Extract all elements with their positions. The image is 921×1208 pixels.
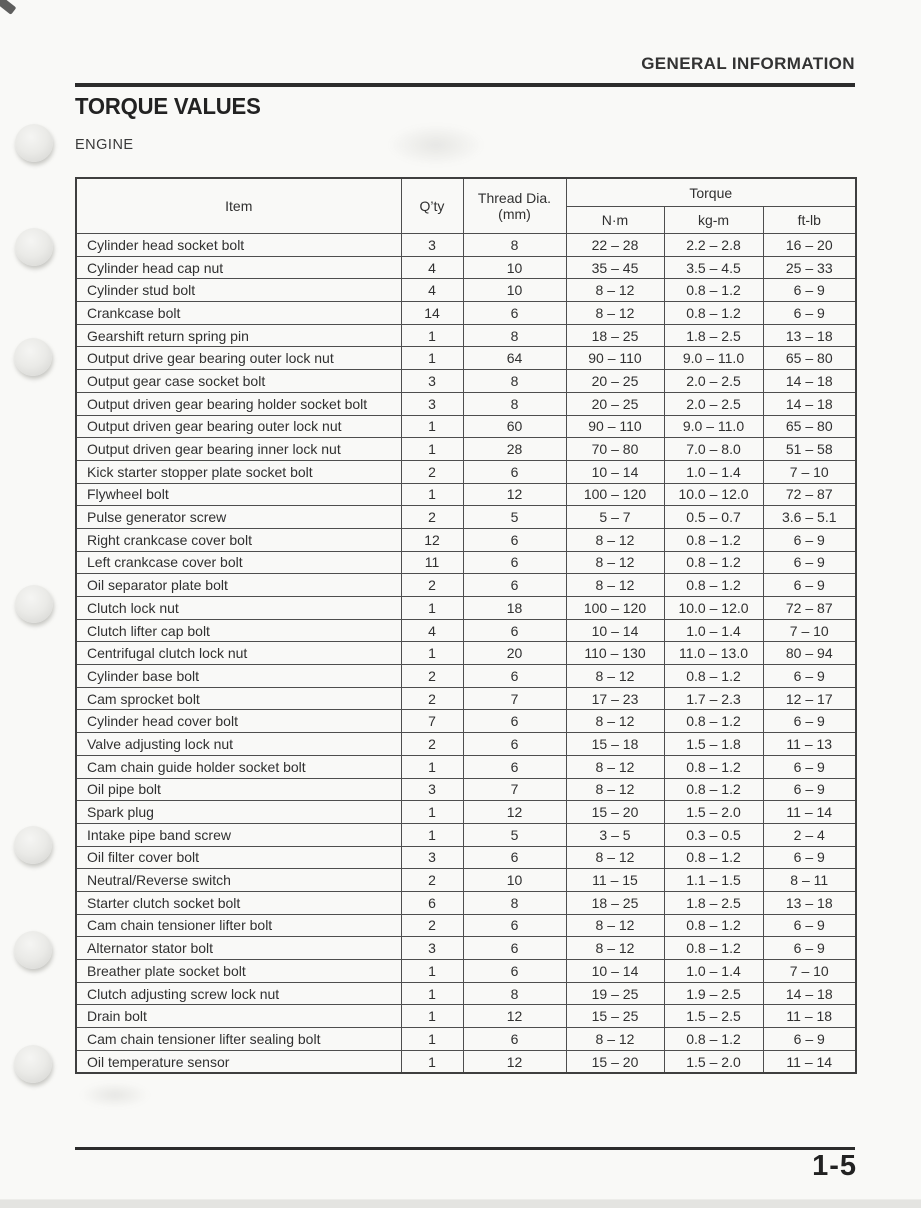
cell-qty: 7 (401, 710, 463, 733)
page-number: 1-5 (812, 1150, 857, 1182)
table-row (76, 460, 856, 483)
binder-hole (14, 931, 52, 969)
table-row (76, 438, 856, 461)
cell-ftlb: 80 – 94 (763, 642, 856, 665)
table-row (76, 279, 856, 302)
cell-qty: 1 (401, 1005, 463, 1028)
cell-kgm: 0.8 – 1.2 (664, 778, 763, 801)
table-row (76, 1050, 856, 1073)
cell-dia: 12 (463, 483, 566, 506)
cell-dia: 6 (463, 733, 566, 756)
cell-item: Gearshift return spring pin (76, 324, 401, 347)
cell-ftlb: 11 – 13 (763, 733, 856, 756)
cell-item: Output drive gear bearing outer lock nut (76, 347, 401, 370)
cell-ftlb: 6 – 9 (763, 302, 856, 325)
cell-nm: 15 – 25 (566, 1005, 664, 1028)
column-header-ftlb: ft-lb (763, 207, 856, 234)
cell-item: Spark plug (76, 801, 401, 824)
table-row (76, 347, 856, 370)
cell-kgm: 0.8 – 1.2 (664, 279, 763, 302)
cell-nm: 8 – 12 (566, 755, 664, 778)
cell-nm: 8 – 12 (566, 551, 664, 574)
cell-kgm: 2.0 – 2.5 (664, 370, 763, 393)
column-header-item: Item (76, 178, 401, 234)
cell-item: Oil filter cover bolt (76, 846, 401, 869)
cell-dia: 6 (463, 755, 566, 778)
table-row (76, 574, 856, 597)
cell-ftlb: 6 – 9 (763, 755, 856, 778)
cell-nm: 8 – 12 (566, 574, 664, 597)
cell-dia: 12 (463, 1005, 566, 1028)
cell-qty: 1 (401, 438, 463, 461)
cell-dia: 8 (463, 891, 566, 914)
cell-dia: 6 (463, 914, 566, 937)
column-header-torque-group: Torque (566, 178, 856, 207)
cell-kgm: 0.8 – 1.2 (664, 914, 763, 937)
cell-kgm: 1.5 – 2.0 (664, 1050, 763, 1073)
cell-ftlb: 11 – 14 (763, 1050, 856, 1073)
cell-kgm: 0.8 – 1.2 (664, 937, 763, 960)
cell-qty: 1 (401, 324, 463, 347)
header-rule (75, 83, 855, 87)
cell-nm: 8 – 12 (566, 302, 664, 325)
binder-hole (14, 1045, 52, 1083)
table-row (76, 710, 856, 733)
table-row (76, 642, 856, 665)
cell-qty: 1 (401, 483, 463, 506)
cell-ftlb: 6 – 9 (763, 778, 856, 801)
cell-qty: 1 (401, 1028, 463, 1051)
cell-nm: 18 – 25 (566, 324, 664, 347)
cell-ftlb: 6 – 9 (763, 937, 856, 960)
cell-ftlb: 16 – 20 (763, 234, 856, 257)
cell-nm: 100 – 120 (566, 483, 664, 506)
table-row (76, 823, 856, 846)
cell-kgm: 0.8 – 1.2 (664, 755, 763, 778)
cell-kgm: 9.0 – 11.0 (664, 415, 763, 438)
footer-rule (75, 1147, 855, 1150)
cell-nm: 8 – 12 (566, 914, 664, 937)
page-subtitle: ENGINE (75, 137, 134, 153)
binder-hole (14, 338, 52, 376)
cell-item: Cam sprocket bolt (76, 687, 401, 710)
cell-qty: 3 (401, 370, 463, 393)
cell-kgm: 2.0 – 2.5 (664, 392, 763, 415)
cell-qty: 12 (401, 528, 463, 551)
torque-table (75, 177, 857, 1074)
cell-nm: 8 – 12 (566, 279, 664, 302)
cell-qty: 1 (401, 755, 463, 778)
cell-qty: 1 (401, 642, 463, 665)
cell-item: Oil pipe bolt (76, 778, 401, 801)
page-title: TORQUE VALUES (75, 93, 261, 119)
table-row (76, 914, 856, 937)
cell-item: Centrifugal clutch lock nut (76, 642, 401, 665)
cell-dia: 6 (463, 460, 566, 483)
cell-dia: 8 (463, 982, 566, 1005)
cell-qty: 1 (401, 347, 463, 370)
cell-item: Breather plate socket bolt (76, 960, 401, 983)
cell-ftlb: 11 – 14 (763, 801, 856, 824)
cell-qty: 3 (401, 846, 463, 869)
thread-dia-line2: (mm) (498, 206, 531, 222)
cell-dia: 6 (463, 302, 566, 325)
cell-dia: 6 (463, 665, 566, 688)
cell-kgm: 1.0 – 1.4 (664, 960, 763, 983)
cell-dia: 8 (463, 392, 566, 415)
cell-qty: 4 (401, 619, 463, 642)
cell-dia: 7 (463, 687, 566, 710)
table-row (76, 597, 856, 620)
cell-dia: 6 (463, 1028, 566, 1051)
cell-ftlb: 13 – 18 (763, 891, 856, 914)
cell-ftlb: 13 – 18 (763, 324, 856, 347)
cell-item: Flywheel bolt (76, 483, 401, 506)
cell-item: Output driven gear bearing inner lock nut (76, 438, 401, 461)
cell-ftlb: 12 – 17 (763, 687, 856, 710)
table-row (76, 665, 856, 688)
cell-dia: 5 (463, 823, 566, 846)
table-row (76, 256, 856, 279)
table-row (76, 392, 856, 415)
cell-dia: 6 (463, 574, 566, 597)
binder-hole (15, 228, 53, 266)
cell-kgm: 10.0 – 12.0 (664, 597, 763, 620)
cell-nm: 20 – 25 (566, 392, 664, 415)
cell-dia: 10 (463, 256, 566, 279)
cell-dia: 8 (463, 324, 566, 347)
cell-ftlb: 6 – 9 (763, 279, 856, 302)
table-row (76, 891, 856, 914)
column-header-thread-dia (463, 178, 566, 234)
cell-nm: 8 – 12 (566, 710, 664, 733)
cell-nm: 35 – 45 (566, 256, 664, 279)
table-row (76, 551, 856, 574)
cell-ftlb: 6 – 9 (763, 574, 856, 597)
cell-nm: 70 – 80 (566, 438, 664, 461)
table-row (76, 687, 856, 710)
thread-dia-line1: Thread Dia. (477, 190, 552, 206)
cell-item: Kick starter stopper plate socket bolt (76, 460, 401, 483)
cell-kgm: 0.8 – 1.2 (664, 710, 763, 733)
cell-item: Oil separator plate bolt (76, 574, 401, 597)
cell-qty: 1 (401, 597, 463, 620)
cell-ftlb: 8 – 11 (763, 869, 856, 892)
cell-qty: 4 (401, 256, 463, 279)
cell-dia: 6 (463, 937, 566, 960)
cell-nm: 22 – 28 (566, 234, 664, 257)
cell-dia: 28 (463, 438, 566, 461)
cell-item: Cylinder head cap nut (76, 256, 401, 279)
cell-nm: 17 – 23 (566, 687, 664, 710)
cell-ftlb: 65 – 80 (763, 347, 856, 370)
cell-item: Alternator stator bolt (76, 937, 401, 960)
cell-item: Clutch lifter cap bolt (76, 619, 401, 642)
cell-dia: 6 (463, 960, 566, 983)
table-row (76, 370, 856, 393)
cell-dia: 5 (463, 506, 566, 529)
cell-item: Cam chain tensioner lifter sealing bolt (76, 1028, 401, 1051)
column-header-nm: N·m (566, 207, 664, 234)
cell-ftlb: 11 – 18 (763, 1005, 856, 1028)
cell-item: Cylinder stud bolt (76, 279, 401, 302)
cell-qty: 2 (401, 733, 463, 756)
cell-ftlb: 6 – 9 (763, 846, 856, 869)
cell-dia: 18 (463, 597, 566, 620)
cell-item: Cam chain tensioner lifter bolt (76, 914, 401, 937)
cell-dia: 8 (463, 370, 566, 393)
cell-nm: 8 – 12 (566, 1028, 664, 1051)
cell-dia: 20 (463, 642, 566, 665)
cell-qty: 3 (401, 937, 463, 960)
cell-item: Drain bolt (76, 1005, 401, 1028)
table-row (76, 1005, 856, 1028)
cell-qty: 14 (401, 302, 463, 325)
cell-kgm: 1.7 – 2.3 (664, 687, 763, 710)
cell-kgm: 0.5 – 0.7 (664, 506, 763, 529)
cell-dia: 6 (463, 528, 566, 551)
cell-kgm: 0.8 – 1.2 (664, 846, 763, 869)
cell-kgm: 7.0 – 8.0 (664, 438, 763, 461)
cell-ftlb: 7 – 10 (763, 619, 856, 642)
cell-item: Output driven gear bearing holder socket bolt (76, 392, 401, 415)
cell-nm: 15 – 20 (566, 1050, 664, 1073)
table-row (76, 846, 856, 869)
cell-kgm: 1.5 – 2.5 (664, 1005, 763, 1028)
cell-ftlb: 3.6 – 5.1 (763, 506, 856, 529)
cell-kgm: 1.8 – 2.5 (664, 324, 763, 347)
cell-nm: 15 – 20 (566, 801, 664, 824)
cell-ftlb: 51 – 58 (763, 438, 856, 461)
cell-item: Clutch lock nut (76, 597, 401, 620)
cell-kgm: 0.8 – 1.2 (664, 302, 763, 325)
cell-ftlb: 6 – 9 (763, 710, 856, 733)
cell-kgm: 1.0 – 1.4 (664, 460, 763, 483)
cell-item: Output gear case socket bolt (76, 370, 401, 393)
cell-qty: 2 (401, 687, 463, 710)
cell-dia: 6 (463, 710, 566, 733)
cell-qty: 2 (401, 869, 463, 892)
table-row (76, 960, 856, 983)
cell-ftlb: 14 – 18 (763, 392, 856, 415)
cell-qty: 3 (401, 392, 463, 415)
table-row (76, 982, 856, 1005)
cell-ftlb: 7 – 10 (763, 460, 856, 483)
cell-ftlb: 25 – 33 (763, 256, 856, 279)
cell-nm: 10 – 14 (566, 960, 664, 983)
cell-kgm: 1.9 – 2.5 (664, 982, 763, 1005)
cell-kgm: 1.1 – 1.5 (664, 869, 763, 892)
cell-kgm: 11.0 – 13.0 (664, 642, 763, 665)
cell-dia: 7 (463, 778, 566, 801)
cell-qty: 3 (401, 778, 463, 801)
cell-kgm: 0.3 – 0.5 (664, 823, 763, 846)
cell-nm: 10 – 14 (566, 619, 664, 642)
table-row (76, 528, 856, 551)
cell-qty: 2 (401, 506, 463, 529)
column-header-qty: Q’ty (401, 178, 463, 234)
cell-kgm: 0.8 – 1.2 (664, 574, 763, 597)
cell-ftlb: 72 – 87 (763, 483, 856, 506)
cell-nm: 90 – 110 (566, 347, 664, 370)
cell-kgm: 0.8 – 1.2 (664, 665, 763, 688)
cell-qty: 1 (401, 823, 463, 846)
table-row (76, 483, 856, 506)
cell-dia: 8 (463, 234, 566, 257)
cell-kgm: 10.0 – 12.0 (664, 483, 763, 506)
cell-ftlb: 6 – 9 (763, 528, 856, 551)
cell-ftlb: 6 – 9 (763, 665, 856, 688)
table-row (76, 1028, 856, 1051)
cell-qty: 3 (401, 234, 463, 257)
cell-item: Valve adjusting lock nut (76, 733, 401, 756)
table-row (76, 506, 856, 529)
cell-nm: 8 – 12 (566, 778, 664, 801)
cell-ftlb: 65 – 80 (763, 415, 856, 438)
scan-edge-strip (0, 1199, 921, 1208)
table-row (76, 801, 856, 824)
cell-kgm: 1.8 – 2.5 (664, 891, 763, 914)
section-header: GENERAL INFORMATION (641, 54, 855, 73)
cell-nm: 19 – 25 (566, 982, 664, 1005)
cell-qty: 2 (401, 914, 463, 937)
cell-item: Starter clutch socket bolt (76, 891, 401, 914)
cell-dia: 10 (463, 279, 566, 302)
cell-item: Cylinder base bolt (76, 665, 401, 688)
cell-kgm: 3.5 – 4.5 (664, 256, 763, 279)
table-row (76, 619, 856, 642)
cell-kgm: 1.5 – 2.0 (664, 801, 763, 824)
cell-ftlb: 2 – 4 (763, 823, 856, 846)
cell-nm: 110 – 130 (566, 642, 664, 665)
cell-item: Left crankcase cover bolt (76, 551, 401, 574)
cell-nm: 90 – 110 (566, 415, 664, 438)
table-row (76, 415, 856, 438)
cell-item: Neutral/Reverse switch (76, 869, 401, 892)
cell-nm: 8 – 12 (566, 846, 664, 869)
cell-ftlb: 7 – 10 (763, 960, 856, 983)
cell-item: Intake pipe band screw (76, 823, 401, 846)
cell-dia: 6 (463, 551, 566, 574)
cell-item: Right crankcase cover bolt (76, 528, 401, 551)
cell-item: Clutch adjusting screw lock nut (76, 982, 401, 1005)
cell-nm: 8 – 12 (566, 665, 664, 688)
cell-nm: 100 – 120 (566, 597, 664, 620)
cell-qty: 6 (401, 891, 463, 914)
binder-hole (14, 826, 52, 864)
cell-item: Cylinder head cover bolt (76, 710, 401, 733)
cell-dia: 6 (463, 846, 566, 869)
table-row (76, 937, 856, 960)
scan-smudge (388, 124, 484, 166)
cell-kgm: 1.5 – 1.8 (664, 733, 763, 756)
cell-nm: 15 – 18 (566, 733, 664, 756)
cell-kgm: 2.2 – 2.8 (664, 234, 763, 257)
scan-corner-mark (0, 0, 16, 15)
cell-qty: 2 (401, 574, 463, 597)
cell-nm: 11 – 15 (566, 869, 664, 892)
cell-dia: 10 (463, 869, 566, 892)
cell-qty: 11 (401, 551, 463, 574)
scan-smudge (80, 1082, 150, 1108)
cell-kgm: 9.0 – 11.0 (664, 347, 763, 370)
cell-dia: 6 (463, 619, 566, 642)
table-row (76, 302, 856, 325)
cell-qty: 1 (401, 415, 463, 438)
cell-item: Cam chain guide holder socket bolt (76, 755, 401, 778)
cell-item: Pulse generator screw (76, 506, 401, 529)
cell-qty: 4 (401, 279, 463, 302)
table-row (76, 778, 856, 801)
cell-item: Cylinder head socket bolt (76, 234, 401, 257)
cell-ftlb: 6 – 9 (763, 914, 856, 937)
cell-ftlb: 72 – 87 (763, 597, 856, 620)
cell-dia: 64 (463, 347, 566, 370)
cell-nm: 8 – 12 (566, 528, 664, 551)
cell-item: Output driven gear bearing outer lock nut (76, 415, 401, 438)
torque-table-container (75, 177, 855, 1074)
cell-item: Crankcase bolt (76, 302, 401, 325)
cell-kgm: 0.8 – 1.2 (664, 551, 763, 574)
cell-nm: 8 – 12 (566, 937, 664, 960)
cell-qty: 2 (401, 665, 463, 688)
cell-qty: 2 (401, 460, 463, 483)
cell-ftlb: 14 – 18 (763, 370, 856, 393)
column-header-kgm: kg-m (664, 207, 763, 234)
cell-dia: 12 (463, 801, 566, 824)
cell-nm: 3 – 5 (566, 823, 664, 846)
table-row (76, 324, 856, 347)
cell-qty: 1 (401, 960, 463, 983)
cell-kgm: 1.0 – 1.4 (664, 619, 763, 642)
table-row (76, 733, 856, 756)
table-row (76, 234, 856, 257)
cell-item: Oil temperature sensor (76, 1050, 401, 1073)
cell-ftlb: 6 – 9 (763, 1028, 856, 1051)
binder-hole (15, 124, 53, 162)
cell-qty: 1 (401, 1050, 463, 1073)
cell-ftlb: 6 – 9 (763, 551, 856, 574)
table-row (76, 755, 856, 778)
cell-qty: 1 (401, 801, 463, 824)
table-row (76, 869, 856, 892)
cell-nm: 10 – 14 (566, 460, 664, 483)
cell-ftlb: 14 – 18 (763, 982, 856, 1005)
cell-qty: 1 (401, 982, 463, 1005)
cell-nm: 20 – 25 (566, 370, 664, 393)
cell-kgm: 0.8 – 1.2 (664, 1028, 763, 1051)
binder-hole (15, 585, 53, 623)
cell-kgm: 0.8 – 1.2 (664, 528, 763, 551)
cell-dia: 12 (463, 1050, 566, 1073)
cell-nm: 5 – 7 (566, 506, 664, 529)
cell-dia: 60 (463, 415, 566, 438)
torque-table-body (76, 234, 856, 1074)
cell-nm: 18 – 25 (566, 891, 664, 914)
